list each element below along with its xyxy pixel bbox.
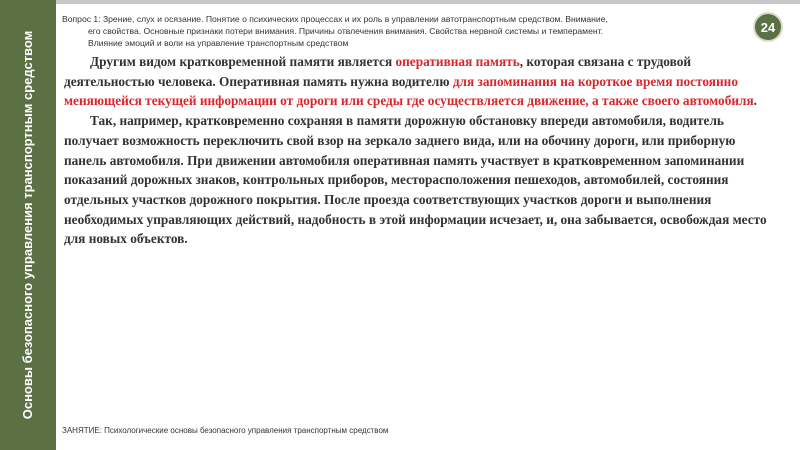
top-divider [56, 0, 800, 4]
slide-body [64, 52, 780, 249]
paragraph-1-text-c: . [753, 93, 757, 109]
header-line-3: Влияние эмоций и воли на управление транспортным средством [88, 38, 349, 48]
slide-number-badge [753, 12, 783, 42]
header-line-2: его свойства. Основные признаки потери внимания. Причины отвлечения внимания. Свойства нервной системы и темперамент. [88, 26, 603, 36]
slide-header [62, 13, 742, 49]
highlight-operative-memory: оперативная память [395, 54, 520, 69]
slide-footer [62, 426, 388, 435]
footer-label: ЗАНЯТИЕ: [62, 426, 102, 435]
paragraph-2: Так, например, кратковременно сохраняя в памяти дорожную обстановку впереди автомобиля, водитель получает возможность переключить свой взор на зеркало заднего вида, или на обочину дороги, или приборную панель автомобиля. При движении автомобиля оперативная память участвует в кратковременном запоминании показаний дорожных знаков, контрольных приборов, месторасположения пешеходов, автомобилей, состояния отдельных участков дорожного покрытия. После проезда соответствующих участков дороги и выполнения необходимых управляющих действий, надобность в этой информации исчезает, и, она забывается, освобождая место для новых объектов. [64, 113, 767, 247]
footer-text: Психологические основы безопасного управления транспортным средством [101, 426, 389, 435]
highlight-purpose: для запоминания на короткое время постоянно меняющейся текущей информации от дороги или среды где осуществляется движение, а также своего автомобиля [64, 73, 754, 109]
paragraph-1 [64, 52, 780, 111]
sidebar-title: Основы безопасного управления транспортным средством [20, 30, 35, 420]
slide-number: 24 [760, 19, 776, 35]
paragraph-1-text-a: Другим видом кратковременной памяти является [90, 54, 396, 69]
paragraph-1-text-b: , которая связана с трудовой деятельностью человека. Оперативная память нужна водителю [64, 54, 692, 89]
sidebar [0, 0, 56, 450]
header-line-1: Вопрос 1: Зрение, слух и осязание. Понятие о психических процессах и их роль в управлении автотранспортным средством. Внимание, [62, 14, 608, 24]
